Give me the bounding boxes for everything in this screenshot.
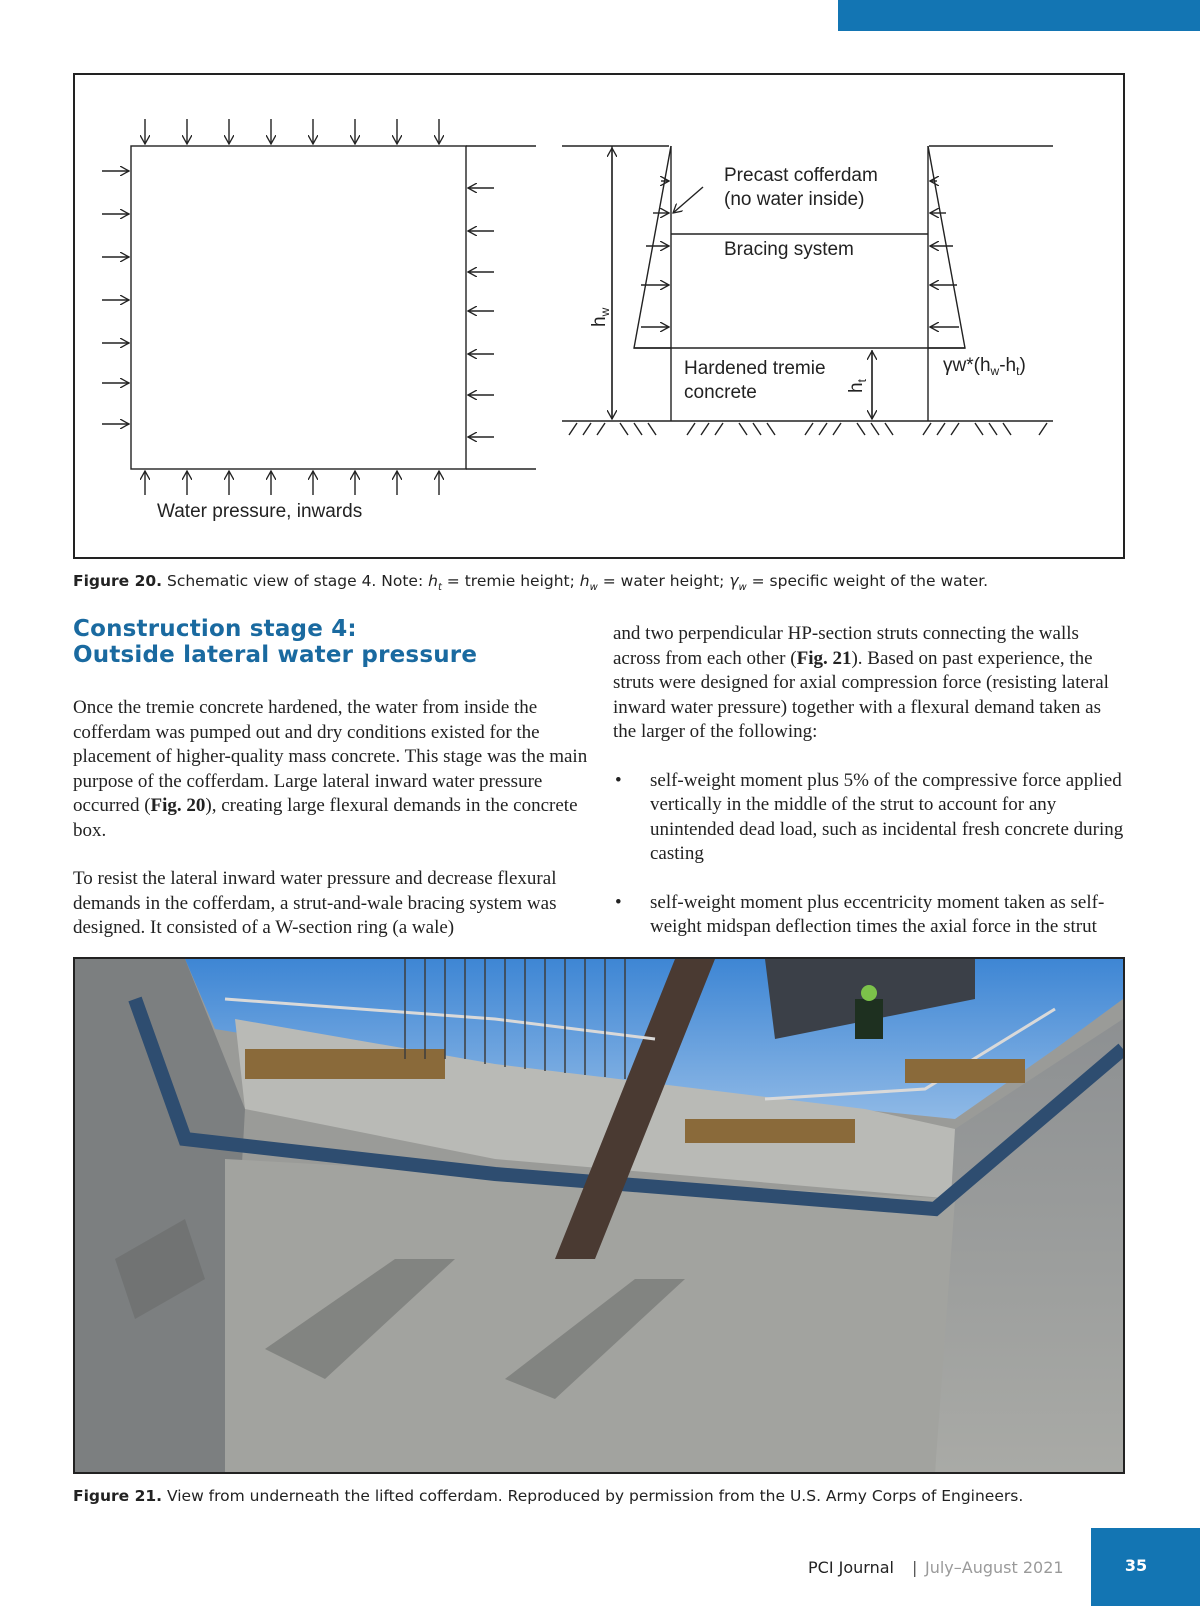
concrete-label: concrete	[684, 382, 757, 403]
section-heading: Construction stage 4: Outside lateral water pressure	[73, 616, 478, 668]
issue-date: July–August 2021	[925, 1558, 1064, 1577]
bracket-left	[245, 1049, 445, 1079]
bottom-pressure-arrows	[145, 471, 439, 495]
worker	[855, 999, 883, 1039]
top-accent-bar	[838, 0, 1200, 31]
journal-name: PCI Journal	[808, 1558, 894, 1577]
cofferdam-schematic	[75, 75, 1123, 557]
hardened-tremie-label: Hardened tremie	[684, 358, 826, 379]
figure-21-caption: Figure 21. View from underneath the lifted cofferdam. Reproduced by permission from the U.S. Army Corps of Engineers.	[73, 1487, 1024, 1505]
bracket-center	[685, 1119, 855, 1143]
bracket-right	[905, 1059, 1025, 1083]
footer-separator: |	[912, 1558, 918, 1577]
top-pressure-arrows	[145, 119, 439, 144]
paragraph-1: Once the tremie concrete hardened, the water from inside the cofferdam was pumped out and dry conditions existed for the placement of higher-quality mass concrete. This stage was the main purpose of the cofferdam. Large lateral inward water pressure occurred (Fig. 20), creating large flexural demands in the concrete box.	[73, 697, 588, 841]
left-pressure-arrows	[102, 171, 129, 424]
figure-20-diagram	[73, 73, 1125, 559]
figure-21-photo	[73, 957, 1125, 1474]
fig-20-reference: Fig. 20	[150, 795, 206, 816]
bullet-dot: •	[615, 769, 622, 791]
precast-cofferdam-label: Precast cofferdam	[724, 165, 878, 186]
plan-view-box	[131, 146, 466, 469]
paragraph-2: To resist the lateral inward water pressure and decrease flexural demands in the cofferdam, a strut-and-wale bracing system was designed. It consisted of a W-section ring (a wale)	[73, 868, 557, 938]
left-column	[73, 616, 593, 965]
ht-dimension-label: $h_t$	[846, 379, 869, 393]
cofferdam-underneath-illustration	[75, 959, 1123, 1472]
hw-dimension-label: $h_w$	[589, 307, 612, 327]
paragraph-3: and two perpendicular HP-section struts connecting the walls across from each other (Fig. 21). Based on past experience, the struts were designed for axial compression force (resisting lateral inward water pressure) together with a flexural demand taken as the larger of the following:	[613, 623, 1109, 742]
fig-21-reference: Fig. 21	[796, 647, 852, 669]
water-pressure-label: Water pressure, inwards	[157, 501, 363, 522]
gamma-formula-label: $\gamma w*(h_w-h_t)$	[943, 355, 1026, 378]
right-pressure-arrows	[468, 188, 494, 437]
no-water-inside-label: (no water inside)	[724, 189, 865, 210]
figure-20-caption: Figure 20. Schematic view of stage 4. Note: $h_t$ = tremie height; $h_w$ = water height; $\gamma_w$ = specific weight of the water.	[73, 572, 989, 594]
bullet-item-2: • self-weight moment plus eccentricity moment taken as self-weight midspan deflection times the axial force in the strut	[615, 891, 1105, 937]
right-column	[613, 622, 1128, 964]
bracing-system-label: Bracing system	[724, 239, 854, 260]
bullet-dot: •	[615, 891, 622, 913]
bullet-item-1: • self-weight moment plus 5% of the compressive force applied vertically in the middle of the strut to account for any unintended dead load, such as incidental fresh concrete during casting	[615, 769, 1124, 864]
page-number: 35	[1124, 1556, 1148, 1575]
